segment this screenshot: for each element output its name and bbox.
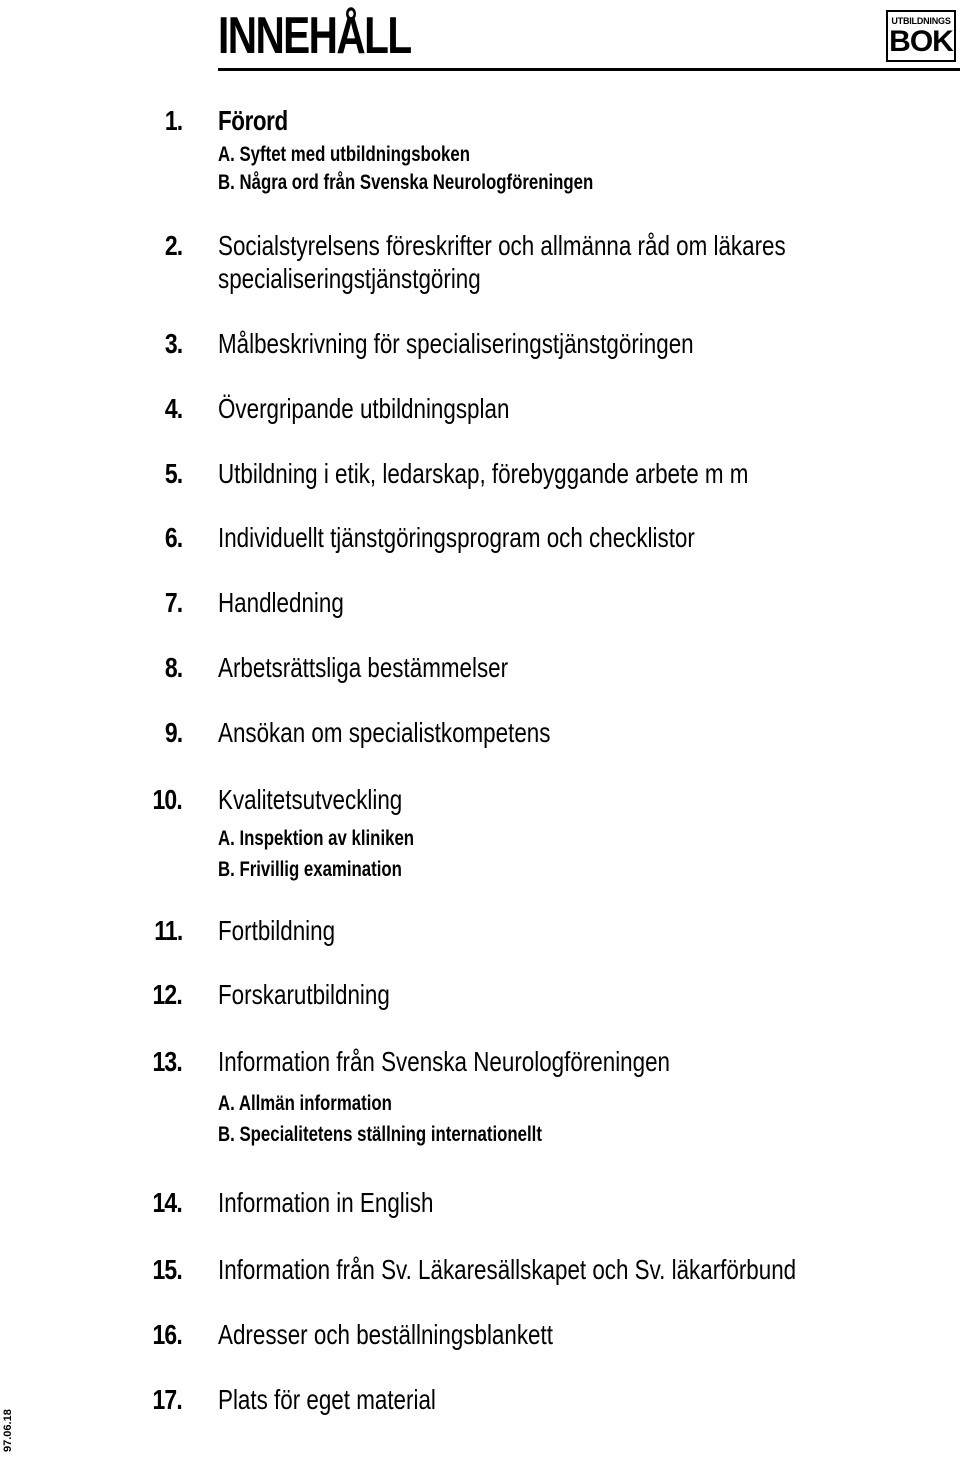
toc-number: 9. xyxy=(164,717,182,748)
toc-label: Handledning xyxy=(218,587,344,618)
toc-item-17 xyxy=(0,1383,960,1419)
toc-number: 14. xyxy=(152,1187,182,1218)
toc-number: 8. xyxy=(164,652,182,683)
toc-number: 12. xyxy=(152,979,182,1010)
header-rule xyxy=(218,68,960,71)
toc-number: 4. xyxy=(164,393,182,424)
toc-item-9 xyxy=(0,716,960,752)
toc-number: 15. xyxy=(152,1254,182,1285)
toc-item-4 xyxy=(0,392,960,428)
toc-number: 5. xyxy=(164,458,182,489)
utbildningsbok-logo xyxy=(886,10,956,62)
toc-label: Målbeskrivning för specialiseringstjänstgöringen xyxy=(218,328,694,359)
toc-number: 17. xyxy=(152,1384,182,1415)
toc-subitem-10a: A. Inspektion av kliniken xyxy=(218,827,415,850)
toc-number: 10. xyxy=(152,784,182,815)
toc-number: 3. xyxy=(164,328,182,359)
toc-item-10 xyxy=(0,783,960,819)
toc-label: Individuellt tjänstgöringsprogram och checklistor xyxy=(218,522,695,553)
logo-big-text: BOK xyxy=(889,25,953,58)
toc-label: Forskarutbildning xyxy=(218,979,390,1010)
toc-item-14 xyxy=(0,1186,960,1222)
toc-label: Utbildning i etik, ledarskap, förebyggande arbete m m xyxy=(218,458,749,489)
toc-subitem-13b: B. Specialitetens ställning internationellt xyxy=(218,1123,542,1146)
toc-item-3 xyxy=(0,327,960,363)
toc-item-6 xyxy=(0,521,960,557)
toc-item-16 xyxy=(0,1318,960,1354)
toc-item-1 xyxy=(0,104,960,140)
toc-label: Fortbildning xyxy=(218,915,336,946)
toc-item-2 xyxy=(0,229,960,265)
toc-item-7 xyxy=(0,586,960,622)
toc-item-11 xyxy=(0,914,960,950)
toc-label: Kvalitetsutveckling xyxy=(218,784,403,815)
toc-label: Adresser och beställningsblankett xyxy=(218,1319,553,1350)
toc-label: Ansökan om specialistkompetens xyxy=(218,717,551,748)
toc-item-13 xyxy=(0,1045,960,1081)
toc-label: Plats för eget material xyxy=(218,1384,436,1415)
toc-label: Förord xyxy=(218,105,288,136)
toc-subitem-10b: B. Frivillig examination xyxy=(218,858,402,881)
toc-label: Information in English xyxy=(218,1187,434,1218)
document-date: 97.06.18 xyxy=(2,1409,14,1452)
toc-subitem-1a: A. Syftet med utbildningsboken xyxy=(218,143,471,166)
toc-item-8 xyxy=(0,651,960,687)
toc-item-15 xyxy=(0,1253,960,1289)
toc-number: 7. xyxy=(164,587,182,618)
toc-label-line2: specialiseringstjänstgöring xyxy=(218,263,481,294)
toc-number: 2. xyxy=(164,230,182,261)
toc-label-line1: Socialstyrelsens föreskrifter och allmänna råd om läkares xyxy=(218,230,786,261)
toc-subitem-1b: B. Några ord från Svenska Neurologföreningen xyxy=(218,171,594,194)
page-title: INNEHÅLL xyxy=(218,7,411,65)
toc-number: 16. xyxy=(152,1319,182,1350)
toc-label: Information från Svenska Neurologföreningen xyxy=(218,1046,671,1077)
toc-number: 13. xyxy=(152,1046,182,1077)
toc-subitem-13a: A. Allmän information xyxy=(218,1092,392,1115)
toc-label: Arbetsrättsliga bestämmelser xyxy=(218,652,509,683)
toc-item-5 xyxy=(0,457,960,493)
toc-number: 11. xyxy=(153,915,182,946)
toc-number: 1. xyxy=(164,105,182,136)
logo-small-text: UTBILDNINGS xyxy=(891,16,951,26)
toc-label: Övergripande utbildningsplan xyxy=(218,393,510,424)
toc-number: 6. xyxy=(164,522,182,553)
toc-label: Information från Sv. Läkaresällskapet och Sv. läkarförbund xyxy=(218,1254,797,1285)
toc-item-12 xyxy=(0,978,960,1014)
